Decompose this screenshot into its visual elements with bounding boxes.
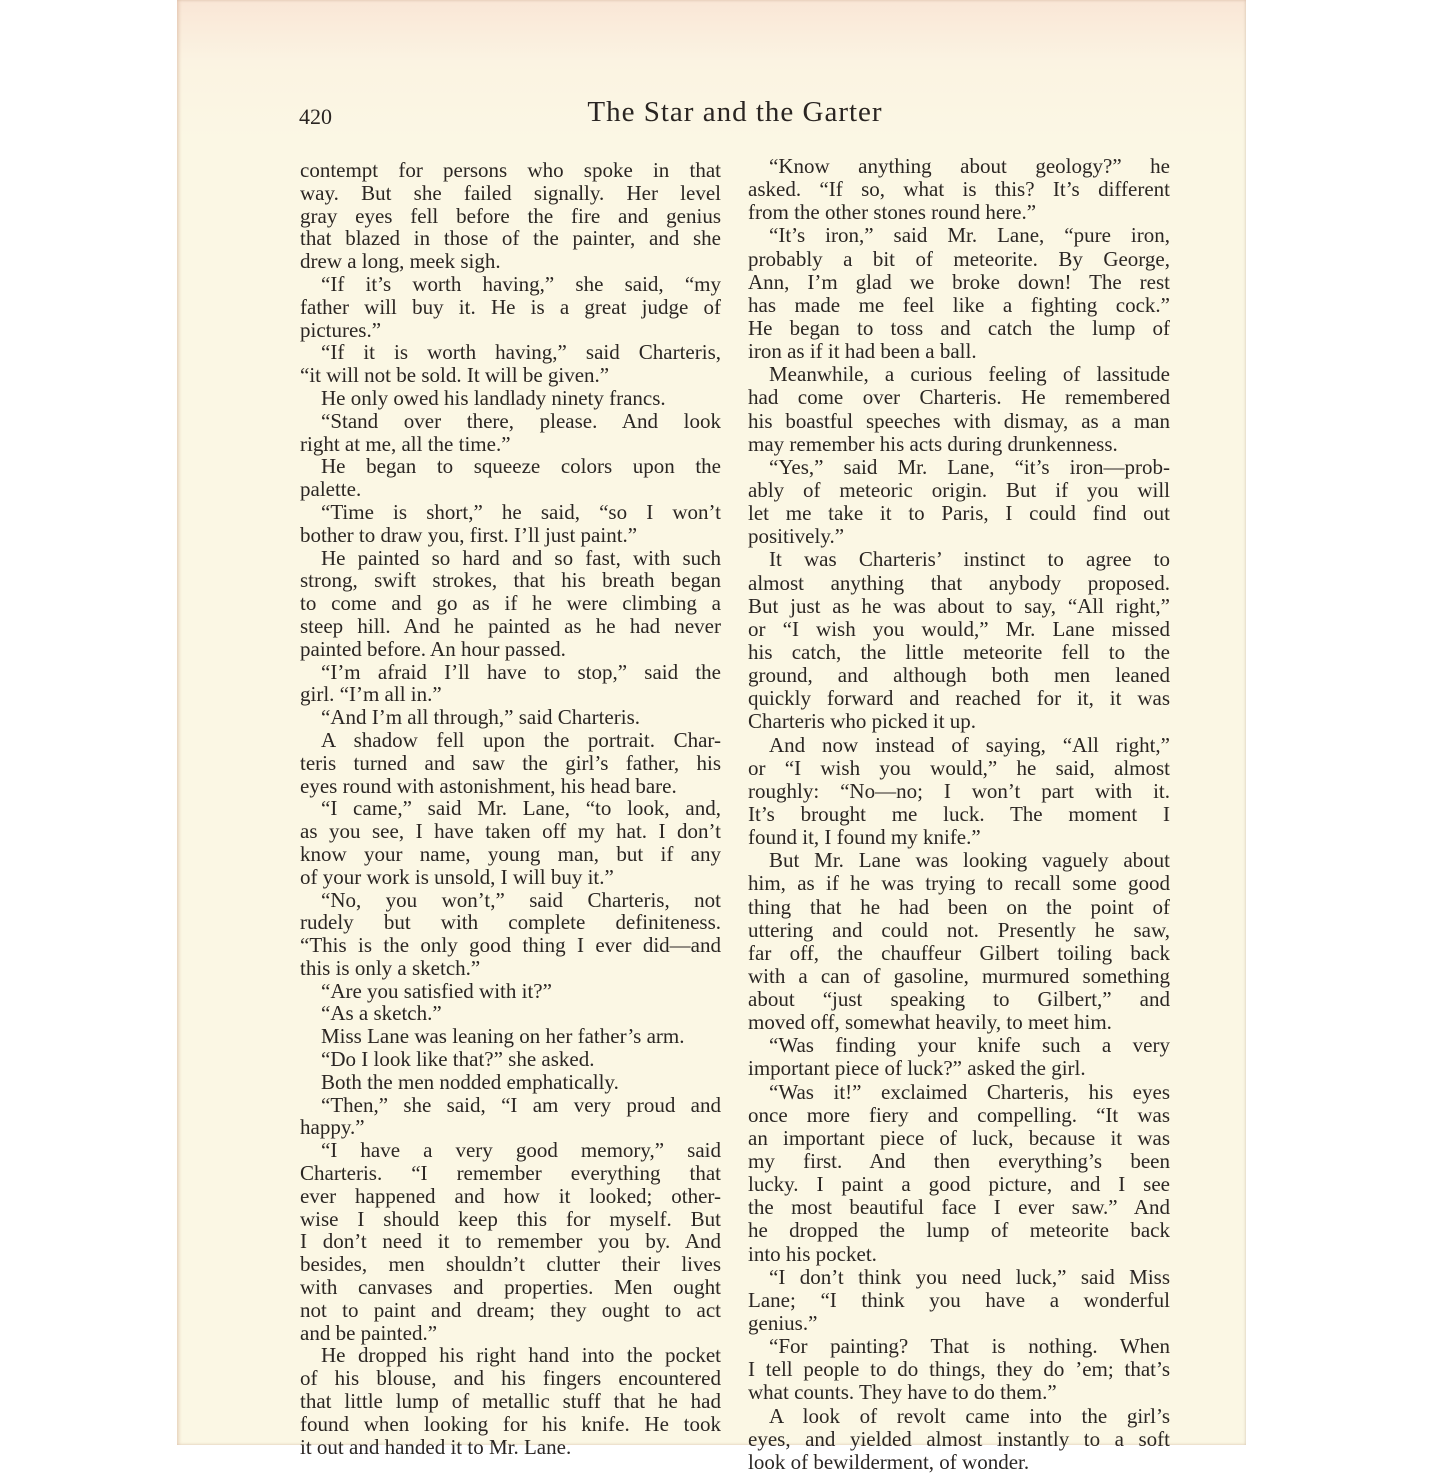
- text-line: “Was it!” exclaimed Charteris, his eyes: [769, 1079, 1170, 1104]
- text-line: And now instead of saying, “All right,”: [769, 732, 1170, 757]
- text-column-right: [748, 155, 1170, 1474]
- text-line: He began to toss and catch the lump of: [748, 315, 1170, 340]
- text-line: “Then,” she said, “I am very proud and: [321, 1092, 721, 1117]
- text-line: palette.: [300, 477, 362, 502]
- text-line: way. But she failed signally. Her level: [300, 180, 721, 205]
- text-line: I tell people to do things, they do ’em; that’s: [748, 1357, 1170, 1382]
- text-line: besides, men shouldn’t clutter their lives: [300, 1252, 721, 1277]
- text-line: But just as he was about to say, “All right,”: [748, 593, 1170, 618]
- text-line: “No, you won’t,” said Charteris, not: [321, 887, 721, 912]
- text-line: once more fiery and compelling. “It was: [748, 1102, 1170, 1127]
- text-line: far off, the chauffeur Gilbert toiling back: [748, 940, 1170, 965]
- text-line: contempt for persons who spoke in that: [300, 158, 721, 182]
- paragraph: [300, 980, 721, 1003]
- text-line: he dropped the lump of meteorite back: [748, 1218, 1170, 1243]
- text-line: “Stand over there, please. And look: [321, 408, 721, 433]
- text-line: pictures.”: [300, 317, 382, 342]
- paragraph: [748, 1034, 1170, 1080]
- running-title: The Star and the Garter: [587, 96, 883, 128]
- paragraph: [748, 456, 1170, 549]
- paragraph: [300, 706, 721, 729]
- text-line: Ann, I’m glad we broke down! The rest: [748, 269, 1170, 294]
- text-line: about “just speaking to Gilbert,” and: [748, 987, 1170, 1012]
- text-line: into his pocket.: [748, 1241, 877, 1266]
- text-line: strong, swift strokes, that his breath began: [300, 568, 721, 593]
- text-line: as you see, I have taken off my hat. I don’t: [300, 819, 721, 844]
- text-line: “Was finding your knife such a very: [769, 1033, 1170, 1058]
- text-line: I don’t need it to remember you by. And: [300, 1229, 721, 1254]
- paragraph: [300, 661, 721, 707]
- text-line: Meanwhile, a curious feeling of lassitude: [769, 362, 1170, 387]
- text-line: of your work is unsold, I will buy it.”: [300, 864, 614, 889]
- text-line: gray eyes fell before the fire and genius: [300, 203, 721, 228]
- paragraph: [748, 1405, 1170, 1474]
- text-line: my first. And then everything’s been: [748, 1149, 1170, 1174]
- text-column-left: [300, 159, 721, 1458]
- paragraph: [300, 729, 721, 797]
- text-line: important piece of luck?” asked the girl.: [748, 1056, 1086, 1081]
- paragraph: [748, 849, 1170, 1034]
- text-line: “I don’t think you need luck,” said Miss: [769, 1264, 1170, 1289]
- text-line: know your name, young man, but if any: [300, 841, 721, 866]
- paragraph: [300, 159, 721, 273]
- paragraph: [748, 1081, 1170, 1266]
- text-line: girl. “I’m all in.”: [300, 682, 442, 707]
- text-line: He dropped his right hand into the pocket: [321, 1343, 721, 1368]
- text-line: genius.”: [748, 1311, 818, 1336]
- text-line: He began to squeeze colors upon the: [321, 454, 721, 479]
- text-line: painted before. An hour passed.: [300, 636, 566, 661]
- text-line: or “I wish you would,” he said, almost: [748, 755, 1170, 780]
- text-line: of his blouse, and his fingers encountered: [300, 1366, 721, 1391]
- text-line: lucky. I paint a good picture, and I see: [748, 1172, 1170, 1197]
- text-line: eyes, and yielded almost instantly to a soft: [748, 1426, 1170, 1451]
- text-line: him, as if he was trying to recall some good: [748, 871, 1170, 896]
- text-line: the most beautiful face I ever saw.” And: [748, 1195, 1170, 1220]
- text-line: his boastful speeches with dismay, as a man: [748, 408, 1170, 433]
- text-line: Lane; “I think you have a wonderful: [748, 1287, 1170, 1312]
- text-line: had come over Charteris. He remembered: [748, 385, 1170, 410]
- text-line: look of bewilderment, of wonder.: [748, 1449, 1030, 1474]
- text-line: “If it is worth having,” said Charteris,: [321, 340, 721, 365]
- text-line: But Mr. Lane was looking vaguely about: [769, 848, 1170, 873]
- text-line: iron as if it had been a ball.: [748, 339, 977, 364]
- paragraph: [300, 341, 721, 387]
- text-line: He painted so hard and so fast, with such: [321, 545, 721, 570]
- paragraph: [300, 1048, 721, 1071]
- text-line: “I came,” said Mr. Lane, “to look, and,: [321, 796, 721, 821]
- paragraph: [748, 1266, 1170, 1335]
- text-line: with canvases and properties. Men ought: [300, 1275, 721, 1300]
- text-line: A shadow fell upon the portrait. Char-: [321, 727, 721, 752]
- paragraph: [748, 155, 1170, 224]
- paragraph: [300, 273, 721, 341]
- text-line: A look of revolt came into the girl’s: [769, 1403, 1170, 1428]
- paragraph: [300, 410, 721, 456]
- text-line: It’s brought me luck. The moment I: [748, 801, 1170, 826]
- text-line: probably a bit of meteorite. By George,: [748, 246, 1170, 271]
- text-line: “And I’m all through,” said Charteris.: [321, 705, 640, 730]
- text-line: ably of meteoric origin. But if you will: [748, 477, 1170, 502]
- paragraph: [300, 1139, 721, 1344]
- text-line: rudely but with complete definiteness.: [300, 910, 721, 935]
- text-line: steep hill. And he painted as he had never: [300, 613, 721, 638]
- text-line: “It’s iron,” said Mr. Lane, “pure iron,: [769, 223, 1170, 248]
- paragraph: [748, 1335, 1170, 1404]
- text-line: “Yes,” said Mr. Lane, “it’s iron—prob-: [769, 454, 1170, 479]
- text-line: this is only a sketch.”: [300, 955, 481, 980]
- text-line: his catch, the little meteorite fell to the: [748, 639, 1170, 664]
- text-line: “Are you satisfied with it?”: [321, 978, 552, 1003]
- text-line: right at me, all the time.”: [300, 431, 511, 456]
- paragraph: [748, 734, 1170, 850]
- text-line: It was Charteris’ instinct to agree to: [769, 547, 1170, 572]
- text-line: to come and go as if he were climbing a: [300, 591, 721, 616]
- text-line: let me take it to Paris, I could find out: [748, 501, 1170, 526]
- text-line: what counts. They have to do them.”: [748, 1380, 1057, 1405]
- paragraph: [300, 1025, 721, 1048]
- text-line: ground, and although both men leaned: [748, 663, 1170, 688]
- text-line: Both the men nodded emphatically.: [321, 1069, 619, 1094]
- text-line: ever happened and how it looked; other-: [300, 1183, 721, 1208]
- paragraph: [748, 224, 1170, 363]
- paragraph: [300, 1094, 721, 1140]
- text-line: He only owed his landlady ninety francs.: [321, 385, 666, 410]
- text-line: positively.”: [748, 524, 845, 549]
- text-line: wise I should keep this for myself. But: [300, 1206, 721, 1231]
- paragraph: [300, 797, 721, 888]
- text-line: almost anything that anybody proposed.: [748, 570, 1170, 595]
- text-line: has made me feel like a fighting cock.”: [748, 292, 1170, 317]
- text-line: “Do I look like that?” she asked.: [321, 1047, 595, 1072]
- text-line: Charteris. “I remember everything that: [300, 1161, 721, 1186]
- text-line: roughly: “No—no; I won’t part with it.: [748, 778, 1170, 803]
- text-line: “Know anything about geology?” he: [769, 154, 1170, 178]
- paragraph: [300, 1071, 721, 1094]
- text-line: and be painted.”: [300, 1320, 438, 1345]
- page-number: 420: [299, 104, 332, 129]
- text-line: moved off, somewhat heavily, to meet him.: [748, 1010, 1112, 1035]
- text-line: quickly forward and reached for it, it was: [748, 686, 1170, 711]
- text-line: “Time is short,” he said, “so I won’t: [321, 499, 721, 524]
- text-line: Miss Lane was leaning on her father’s arm.: [321, 1024, 685, 1049]
- text-line: not to paint and dream; they ought to act: [300, 1297, 721, 1322]
- paragraph: [300, 1002, 721, 1025]
- text-line: asked. “If so, what is this? It’s different: [748, 177, 1170, 202]
- text-line: that little lump of metallic stuff that he had: [300, 1389, 721, 1414]
- text-line: thing that he had been on the point of: [748, 894, 1170, 919]
- text-line: from the other stones round here.”: [748, 200, 1037, 225]
- paragraph: [748, 363, 1170, 456]
- text-line: “This is the only good thing I ever did—and: [300, 933, 721, 958]
- text-line: “For painting? That is nothing. When: [769, 1334, 1170, 1359]
- paragraph: [300, 387, 721, 410]
- text-line: “As a sketch.”: [321, 1001, 442, 1026]
- text-line: Charteris who picked it up.: [748, 709, 977, 734]
- text-line: father will buy it. He is a great judge of: [300, 294, 721, 319]
- text-line: “I’m afraid I’ll have to stop,” said the: [321, 659, 721, 684]
- text-line: happy.”: [300, 1115, 365, 1140]
- text-line: may remember his acts during drunkenness.: [748, 431, 1118, 456]
- text-line: drew a long, meek sigh.: [300, 249, 501, 274]
- paragraph: [300, 547, 721, 661]
- text-line: teris turned and saw the girl’s father, his: [300, 750, 721, 775]
- paragraph: [748, 548, 1170, 733]
- paragraph: [300, 455, 721, 501]
- text-line: with a can of gasoline, murmured something: [748, 963, 1170, 988]
- text-line: “If it’s worth having,” she said, “my: [321, 271, 721, 296]
- text-line: an important piece of luck, because it was: [748, 1125, 1170, 1150]
- text-line: “it will not be sold. It will be given.”: [300, 363, 610, 388]
- paragraph: [300, 889, 721, 980]
- text-line: found when looking for his knife. He took: [300, 1411, 721, 1436]
- text-line: it out and handed it to Mr. Lane.: [300, 1434, 572, 1459]
- text-line: or “I wish you would,” Mr. Lane missed: [748, 616, 1170, 641]
- text-line: “I have a very good memory,” said: [321, 1138, 721, 1163]
- text-line: bother to draw you, first. I’ll just paint.”: [300, 522, 638, 547]
- text-line: that blazed in those of the painter, and she: [300, 226, 721, 251]
- text-line: uttering and could not. Presently he saw,: [748, 917, 1170, 942]
- text-line: found it, I found my knife.”: [748, 825, 981, 850]
- paragraph: [300, 501, 721, 547]
- text-line: eyes round with astonishment, his head bare.: [300, 773, 677, 798]
- paragraph: [300, 1344, 721, 1458]
